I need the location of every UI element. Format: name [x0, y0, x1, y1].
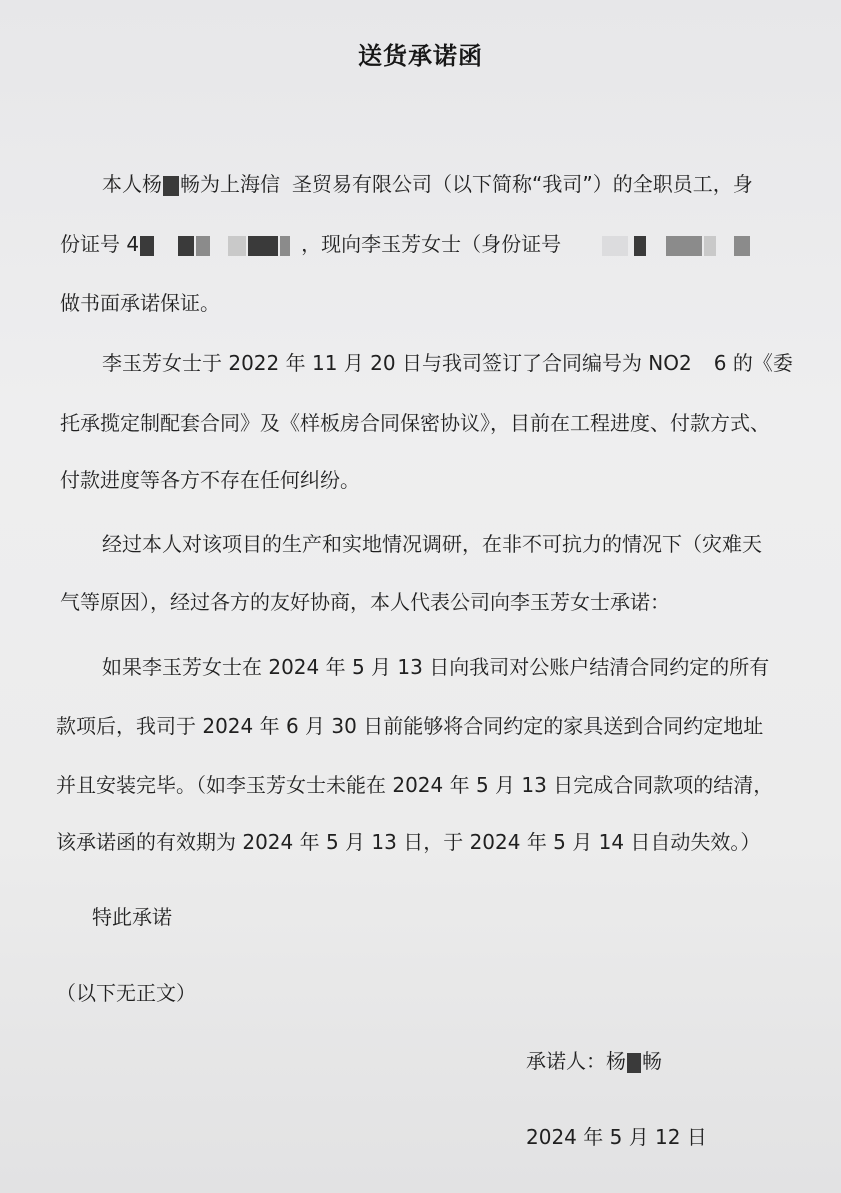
signature-name-part: 杨 — [606, 1049, 626, 1073]
text-segment: ，现向李玉芳女士（身份证号 — [301, 232, 562, 256]
signature-line — [526, 1047, 662, 1075]
text-segment: 6 的《委 — [713, 351, 793, 375]
text-segment: 李玉芳女士于 2022 年 11 月 20 日与我司签订了合同编号为 NO2 — [102, 351, 692, 375]
redaction-gap — [647, 236, 665, 256]
text-segment: 本人杨 — [102, 172, 162, 196]
paragraph-3-line-1: 经过本人对该项目的生产和实地情况调研，在非不可抗力的情况下（灾难天 — [102, 532, 762, 556]
redaction-gap — [692, 355, 714, 375]
redaction-block — [634, 236, 646, 256]
redaction-block — [178, 236, 194, 256]
redaction-block — [704, 236, 716, 256]
paragraph-2-line-3: 付款进度等各方不存在任何纠纷。 — [60, 468, 360, 492]
paragraph-2-line-2: 托承揽定制配套合同》及《样板房合同保密协议》，目前在工程进度、付款方式、 — [60, 411, 770, 435]
closing-statement: 特此承诺 — [92, 905, 172, 929]
paragraph-1-line-1 — [102, 170, 753, 198]
redaction-block — [280, 236, 290, 256]
signature-label: 承诺人： — [526, 1049, 606, 1073]
text-segment: 份证号 4 — [60, 232, 140, 256]
paragraph-4-line-3: 并且安装完毕。（如李玉芳女士未能在 2024 年 5 月 13 日完成合同款项的结清， — [56, 773, 774, 797]
redaction-block — [140, 236, 154, 256]
redaction-block — [196, 236, 210, 256]
paragraph-4-line-2: 款项后，我司于 2024 年 6 月 30 日前能够将合同约定的家具送到合同约定地址 — [56, 714, 764, 738]
paragraph-4-line-4: 该承诺函的有效期为 2024 年 5 月 13 日，于 2024 年 5 月 14 日自动失效。） — [56, 830, 761, 854]
redaction-block — [228, 236, 246, 256]
signature-date: 2024 年 5 月 12 日 — [526, 1125, 707, 1149]
paragraph-4-line-1: 如果李玉芳女士在 2024 年 5 月 13 日向我司对公账户结清合同约定的所有 — [102, 655, 770, 679]
redaction-gap — [280, 176, 292, 196]
redaction-gap — [717, 236, 733, 256]
redaction-block — [666, 236, 702, 256]
redaction-block — [602, 236, 628, 256]
redaction-gap — [629, 236, 633, 256]
text-segment: 畅为上海信 — [180, 172, 280, 196]
paragraph-2-line-1 — [102, 349, 793, 377]
redaction-block — [627, 1053, 641, 1073]
paragraph-1-line-2 — [60, 230, 751, 258]
text-segment: 圣贸易有限公司（以下简称“我司”）的全职员工，身 — [292, 172, 753, 196]
no-more-text-note: （以下无正文） — [56, 981, 196, 1005]
redaction-block — [248, 236, 278, 256]
paragraph-1-line-3: 做书面承诺保证。 — [60, 291, 220, 315]
document-title: 送货承诺函 — [358, 41, 483, 70]
redaction-block — [163, 176, 179, 196]
redaction-gap — [561, 236, 601, 256]
paragraph-3-line-2: 气等原因），经过各方的友好协商，本人代表公司向李玉芳女士承诺： — [60, 590, 670, 614]
signature-name-part: 畅 — [642, 1049, 662, 1073]
redaction-block — [734, 236, 750, 256]
redaction-gap — [211, 236, 227, 256]
redaction-gap — [155, 236, 177, 256]
redaction-gap — [291, 236, 301, 256]
